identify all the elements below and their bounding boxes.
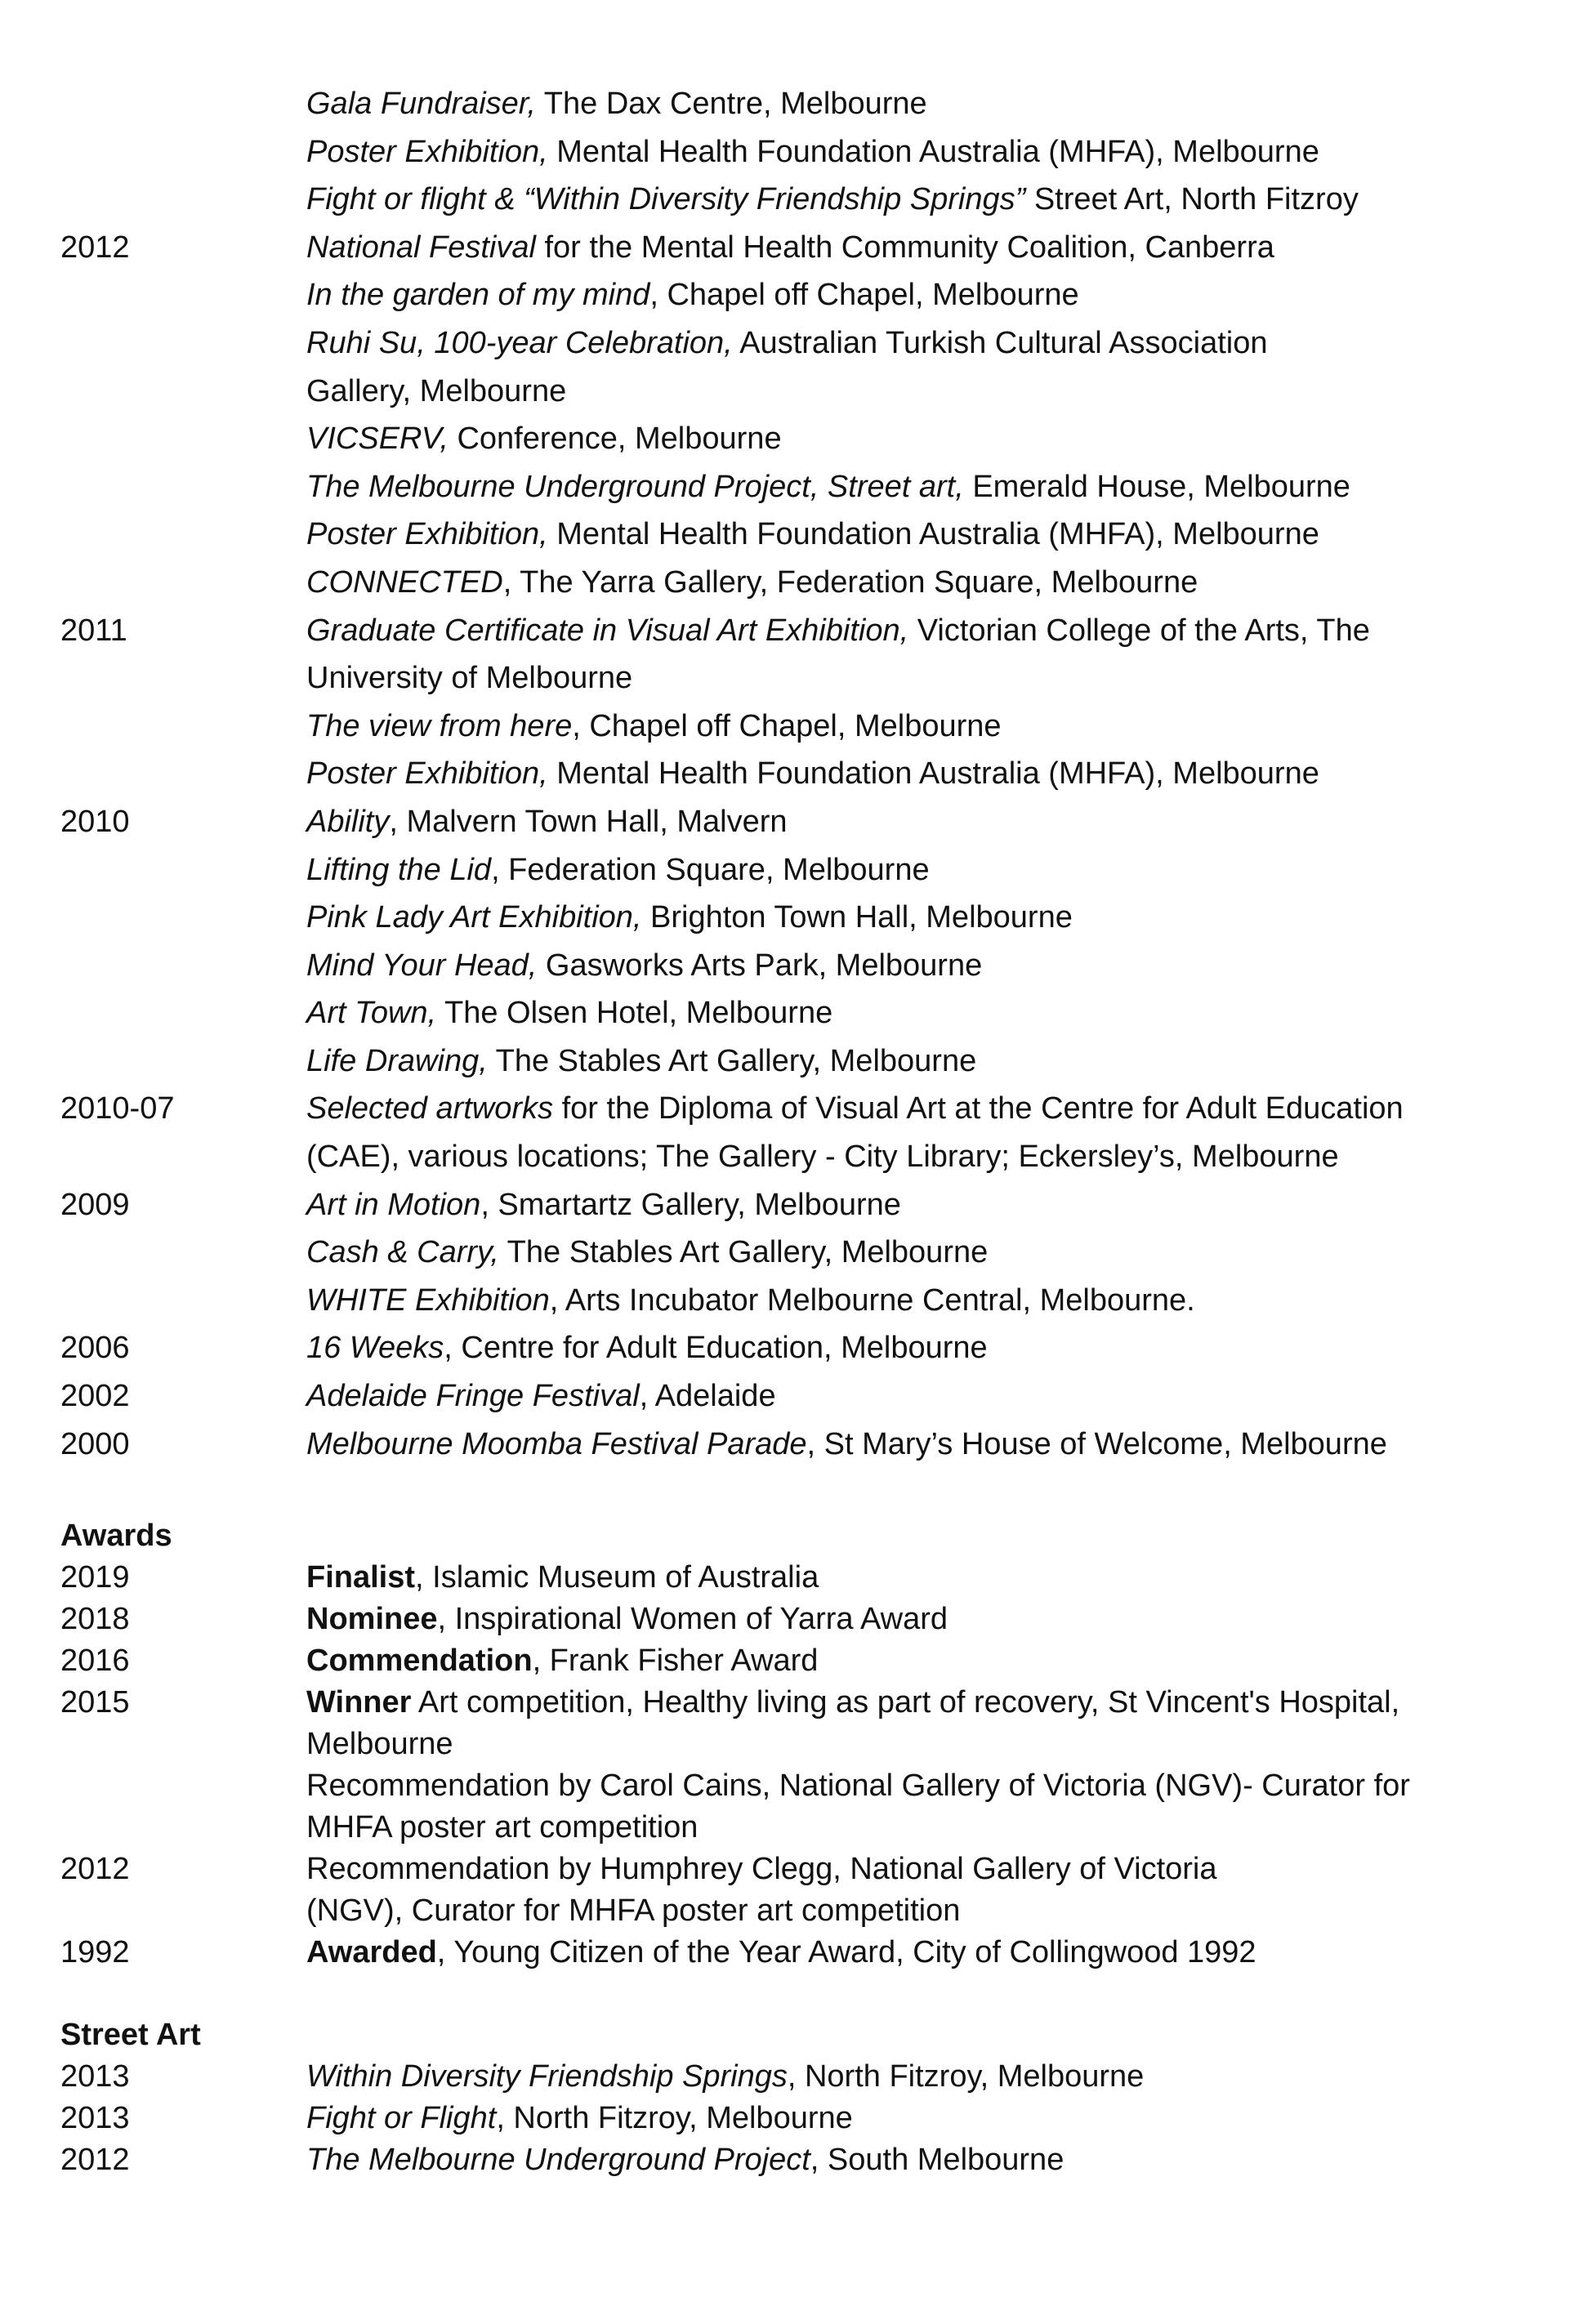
- entry-text: for the Mental Health Community Coalition, Canberra: [535, 230, 1274, 265]
- entry-emphasis-text: Awarded: [306, 1935, 437, 1970]
- entry-year: [60, 750, 306, 798]
- entry-title-text: Poster Exhibition,: [306, 517, 548, 552]
- entry-row: [60, 224, 1540, 272]
- entry-year: [60, 989, 306, 1037]
- street-art-heading: Street Art: [60, 2018, 201, 2053]
- entry-line: [306, 989, 1540, 1037]
- entry-title-text: Fight or Flight: [306, 2101, 497, 2136]
- entry-text: , North Fitzroy, Melbourne: [787, 2059, 1145, 2094]
- entry-text: Australian Turkish Cultural Association: [732, 325, 1268, 360]
- entry-year: 2006: [60, 1331, 130, 1366]
- entry-row: [60, 1599, 1540, 1640]
- entry-text: , St Mary’s House of Welcome, Melbourne: [806, 1426, 1387, 1461]
- entry-description: [306, 1037, 1540, 1086]
- entry-title-text: Lifting the Lid: [306, 852, 492, 887]
- entry-row: [60, 1849, 1540, 1932]
- entry-text: , Federation Square, Melbourne: [491, 852, 930, 887]
- entry-emphasis-text: Commendation: [306, 1644, 533, 1679]
- entry-title-text: Art in Motion: [306, 1187, 481, 1222]
- entry-line: [306, 80, 1540, 128]
- entry-title-text: WHITE Exhibition: [306, 1282, 550, 1318]
- entry-text: , Inspirational Women of Yarra Award: [437, 1602, 948, 1637]
- entry-year: [60, 846, 306, 894]
- entry-text: , Chapel off Chapel, Melbourne: [649, 278, 1079, 313]
- entry-row: [60, 1557, 1540, 1599]
- entry-line: [306, 1682, 1540, 1724]
- entry-line: [306, 1133, 1540, 1181]
- entry-title-text: Cash & Carry,: [306, 1235, 499, 1270]
- entry-row: [60, 1682, 1540, 1765]
- entry-text: The Stables Art Gallery, Melbourne: [498, 1235, 989, 1270]
- entry-row: [60, 750, 1540, 798]
- entry-year: 2013: [60, 2101, 130, 2136]
- entry-line: [306, 1324, 1540, 1372]
- entry-text: Recommendation by Carol Cains, National Gallery of Victoria (NGV)- Curator for: [306, 1769, 1410, 1804]
- entry-description: [306, 1682, 1540, 1765]
- entry-emphasis-text: Winner: [306, 1685, 412, 1720]
- entry-title-text: The Melbourne Underground Project: [306, 2143, 810, 2178]
- entry-row: [60, 894, 1540, 942]
- entry-year: 2016: [60, 1644, 130, 1679]
- entry-title-text: Art Town,: [306, 996, 437, 1031]
- entry-description: [306, 1372, 1540, 1421]
- entry-line: [306, 368, 1540, 416]
- entry-text: , Young Citizen of the Year Award, City of Collingwood 1992: [436, 1935, 1256, 1970]
- entry-line: [306, 654, 1540, 703]
- entry-title-text: The Melbourne Underground Project, Street art,: [306, 469, 964, 504]
- entry-line: [306, 176, 1540, 224]
- entry-description: [306, 2139, 1540, 2181]
- entry-line: [306, 2098, 1540, 2139]
- entry-description: [306, 894, 1540, 942]
- entry-text: , Adelaide: [639, 1379, 776, 1414]
- entry-row: [60, 271, 1540, 319]
- entry-year: 2002: [60, 1379, 130, 1414]
- entry-text: , Islamic Museum of Australia: [415, 1560, 819, 1595]
- entry-title-text: National Festival: [306, 230, 536, 265]
- entry-text: Recommendation by Humphrey Clegg, National Gallery of Victoria: [306, 1852, 1217, 1887]
- entry-year: 2015: [60, 1685, 130, 1720]
- entry-year: 2012: [60, 230, 130, 265]
- entry-row: [60, 1372, 1540, 1421]
- entry-line: [306, 1229, 1540, 1277]
- entry-line: [306, 1277, 1540, 1325]
- entry-description: [306, 989, 1540, 1037]
- entry-line: [306, 224, 1540, 272]
- entry-title-text: Fight or flight & “Within Diversity Friendship Springs”: [306, 182, 1026, 217]
- entry-text: , Centre for Adult Education, Melbourne: [444, 1331, 988, 1366]
- entry-description: [306, 1765, 1540, 1849]
- entry-row: [60, 1229, 1540, 1277]
- entry-line: [306, 559, 1540, 607]
- entry-description: [306, 2056, 1540, 2098]
- entry-line: [306, 1807, 1540, 1849]
- entry-row: [60, 846, 1540, 894]
- entry-text: for the Diploma of Visual Art at the Centre for Adult Education: [553, 1091, 1404, 1126]
- entry-text: Gasworks Arts Park, Melbourne: [537, 948, 983, 983]
- entry-title-text: VICSERV,: [306, 422, 449, 457]
- entry-description: [306, 463, 1540, 511]
- entry-line: [306, 128, 1540, 176]
- entry-year: [60, 703, 306, 751]
- exhibitions-list: [60, 80, 1540, 1468]
- entry-year: [60, 942, 306, 990]
- entry-description: [306, 1085, 1540, 1180]
- entry-text: Emerald House, Melbourne: [963, 469, 1350, 504]
- entry-year: [60, 271, 306, 319]
- entry-line: [306, 942, 1540, 990]
- entry-line: [306, 1421, 1540, 1469]
- entry-description: [306, 224, 1540, 272]
- entry-text: , Arts Incubator Melbourne Central, Melbourne.: [549, 1282, 1195, 1318]
- entry-description: [306, 607, 1540, 703]
- entry-line: [306, 1724, 1540, 1765]
- entry-year: 2000: [60, 1426, 130, 1461]
- entry-description: [306, 128, 1540, 176]
- entry-row: [60, 1640, 1540, 1682]
- entry-text: University of Melbourne: [306, 661, 633, 696]
- entry-description: [306, 750, 1540, 798]
- entry-row: [60, 415, 1540, 463]
- entry-title-text: The view from here: [306, 708, 573, 743]
- entry-row: [60, 176, 1540, 224]
- entry-emphasis-text: Finalist: [306, 1560, 416, 1595]
- entry-text: (NGV), Curator for MHFA poster art competition: [306, 1894, 961, 1929]
- entry-description: [306, 846, 1540, 894]
- entry-text: Gallery, Melbourne: [306, 373, 567, 408]
- entry-row: [60, 2056, 1540, 2098]
- entry-year: [60, 1229, 306, 1277]
- entry-text: Mental Health Foundation Australia (MHFA), Melbourne: [547, 134, 1319, 169]
- entry-text: , Chapel off Chapel, Melbourne: [572, 708, 1002, 743]
- entry-row: [60, 463, 1540, 511]
- entry-row: [60, 703, 1540, 751]
- entry-line: [306, 319, 1540, 368]
- entry-text: Art competition, Healthy living as part of recovery, St Vincent's Hospital,: [411, 1685, 1400, 1720]
- entry-title-text: Within Diversity Friendship Springs: [306, 2059, 788, 2094]
- entry-text: , North Fitzroy, Melbourne: [496, 2101, 853, 2136]
- entry-year: [60, 894, 306, 942]
- entry-year: 2018: [60, 1602, 130, 1637]
- entry-row: [60, 1085, 1540, 1180]
- entry-description: [306, 176, 1540, 224]
- entry-year: [60, 1277, 306, 1325]
- entry-row: [60, 607, 1540, 703]
- entry-year: 2009: [60, 1187, 130, 1222]
- entry-row: [60, 511, 1540, 559]
- entry-title-text: Ruhi Su, 100-year Celebration,: [306, 325, 733, 360]
- entry-text: Melbourne: [306, 1727, 453, 1762]
- entry-title-text: Life Drawing,: [306, 1043, 488, 1078]
- entry-description: [306, 1324, 1540, 1372]
- entry-description: [306, 1421, 1540, 1469]
- entry-title-text: Mind Your Head,: [306, 948, 538, 983]
- entry-line: [306, 1932, 1540, 1974]
- entry-row: [60, 2098, 1540, 2139]
- entry-description: [306, 1849, 1540, 1932]
- entry-year: [60, 1037, 306, 1086]
- entry-line: [306, 750, 1540, 798]
- entry-line: [306, 1849, 1540, 1890]
- entry-row: [60, 1181, 1540, 1229]
- entry-description: [306, 559, 1540, 607]
- entry-year: 2012: [60, 2143, 130, 2178]
- entry-description: [306, 1599, 1540, 1640]
- entry-line: [306, 511, 1540, 559]
- entry-text: (CAE), various locations; The Gallery - City Library; Eckersley’s, Melbourne: [306, 1140, 1339, 1175]
- entry-text: MHFA poster art competition: [306, 1810, 699, 1845]
- entry-description: [306, 511, 1540, 559]
- entry-row: [60, 989, 1540, 1037]
- entry-year: [60, 463, 306, 511]
- entry-title-text: Ability: [306, 804, 390, 839]
- entry-row: [60, 1421, 1540, 1469]
- entry-line: [306, 846, 1540, 894]
- entry-year: 1992: [60, 1935, 130, 1970]
- entry-text: Street Art, North Fitzroy: [1025, 182, 1359, 217]
- entry-row: [60, 1765, 1540, 1849]
- awards-heading: Awards: [60, 1519, 172, 1554]
- entry-description: [306, 80, 1540, 128]
- entry-description: [306, 798, 1540, 846]
- entry-line: [306, 894, 1540, 942]
- entry-text: The Stables Art Gallery, Melbourne: [487, 1043, 977, 1078]
- entry-line: [306, 703, 1540, 751]
- entry-title-text: CONNECTED: [306, 564, 503, 600]
- entry-title-text: Melbourne Moomba Festival Parade: [306, 1426, 807, 1461]
- entry-year: [60, 559, 306, 607]
- entry-title-text: 16 Weeks: [306, 1331, 444, 1366]
- entry-line: [306, 1372, 1540, 1421]
- entry-title-text: Gala Fundraiser,: [306, 87, 536, 121]
- entry-row: [60, 2139, 1540, 2181]
- entry-description: [306, 415, 1540, 463]
- entry-text: , Malvern Town Hall, Malvern: [389, 804, 788, 839]
- entry-line: [306, 1890, 1540, 1932]
- entry-emphasis-text: Nominee: [306, 1602, 438, 1637]
- entry-line: [306, 798, 1540, 846]
- entry-line: [306, 1557, 1540, 1599]
- awards-list: [60, 1557, 1540, 1974]
- entry-year: 2010-07: [60, 1091, 175, 1126]
- entry-year: [60, 176, 306, 224]
- entry-row: [60, 559, 1540, 607]
- entry-line: [306, 2139, 1540, 2181]
- entry-text: The Dax Centre, Melbourne: [535, 87, 927, 121]
- entry-year: [60, 511, 306, 559]
- entry-description: [306, 942, 1540, 990]
- entry-line: [306, 1037, 1540, 1086]
- entry-year: 2010: [60, 804, 130, 839]
- entry-title-text: Adelaide Fringe Festival: [306, 1379, 640, 1414]
- entry-row: [60, 942, 1540, 990]
- entry-text: Conference, Melbourne: [448, 422, 782, 457]
- entry-line: [306, 1181, 1540, 1229]
- entry-description: [306, 1932, 1540, 1974]
- entry-row: [60, 1932, 1540, 1974]
- entry-row: [60, 319, 1540, 415]
- entry-row: [60, 80, 1540, 128]
- entry-row: [60, 1037, 1540, 1086]
- entry-text: The Olsen Hotel, Melbourne: [436, 996, 833, 1031]
- entry-text: Brighton Town Hall, Melbourne: [641, 900, 1073, 935]
- entry-description: [306, 1640, 1540, 1682]
- entry-text: Mental Health Foundation Australia (MHFA), Melbourne: [547, 756, 1319, 792]
- entry-description: [306, 703, 1540, 751]
- entry-line: [306, 463, 1540, 511]
- entry-description: [306, 1277, 1540, 1325]
- entry-text: Victorian College of the Arts, The: [908, 613, 1370, 648]
- entry-year: [60, 319, 306, 415]
- entry-row: [60, 798, 1540, 846]
- entry-year: 2011: [60, 613, 127, 648]
- entry-text: , Frank Fisher Award: [532, 1644, 819, 1679]
- entry-row: [60, 1324, 1540, 1372]
- entry-title-text: Graduate Certificate in Visual Art Exhibition,: [306, 613, 909, 648]
- entry-year: 2019: [60, 1560, 130, 1595]
- entry-description: [306, 2098, 1540, 2139]
- entry-description: [306, 1229, 1540, 1277]
- entry-row: [60, 128, 1540, 176]
- entry-year: 2013: [60, 2059, 130, 2094]
- entry-line: [306, 415, 1540, 463]
- entry-title-text: Selected artworks: [306, 1091, 554, 1126]
- entry-text: Mental Health Foundation Australia (MHFA), Melbourne: [547, 517, 1319, 552]
- entry-row: [60, 1277, 1540, 1325]
- entry-title-text: Poster Exhibition,: [306, 756, 548, 792]
- entry-year: [60, 1765, 306, 1849]
- entry-description: [306, 271, 1540, 319]
- entry-line: [306, 271, 1540, 319]
- entry-line: [306, 2056, 1540, 2098]
- entry-line: [306, 1599, 1540, 1640]
- entry-year: [60, 128, 306, 176]
- entry-line: [306, 1765, 1540, 1807]
- entry-title-text: Pink Lady Art Exhibition,: [306, 900, 642, 935]
- entry-line: [306, 1085, 1540, 1133]
- entry-year: 2012: [60, 1852, 130, 1887]
- entry-line: [306, 1640, 1540, 1682]
- entry-text: , The Yarra Gallery, Federation Square, Melbourne: [502, 564, 1198, 600]
- entry-year: [60, 415, 306, 463]
- entry-description: [306, 1181, 1540, 1229]
- entry-text: , Smartartz Gallery, Melbourne: [480, 1187, 901, 1222]
- entry-text: , South Melbourne: [810, 2143, 1065, 2178]
- entry-title-text: In the garden of my mind: [306, 278, 650, 313]
- street-art-list: [60, 2056, 1540, 2181]
- entry-title-text: Poster Exhibition,: [306, 134, 548, 169]
- entry-description: [306, 319, 1540, 415]
- entry-line: [306, 607, 1540, 655]
- entry-description: [306, 1557, 1540, 1599]
- entry-year: [60, 80, 306, 128]
